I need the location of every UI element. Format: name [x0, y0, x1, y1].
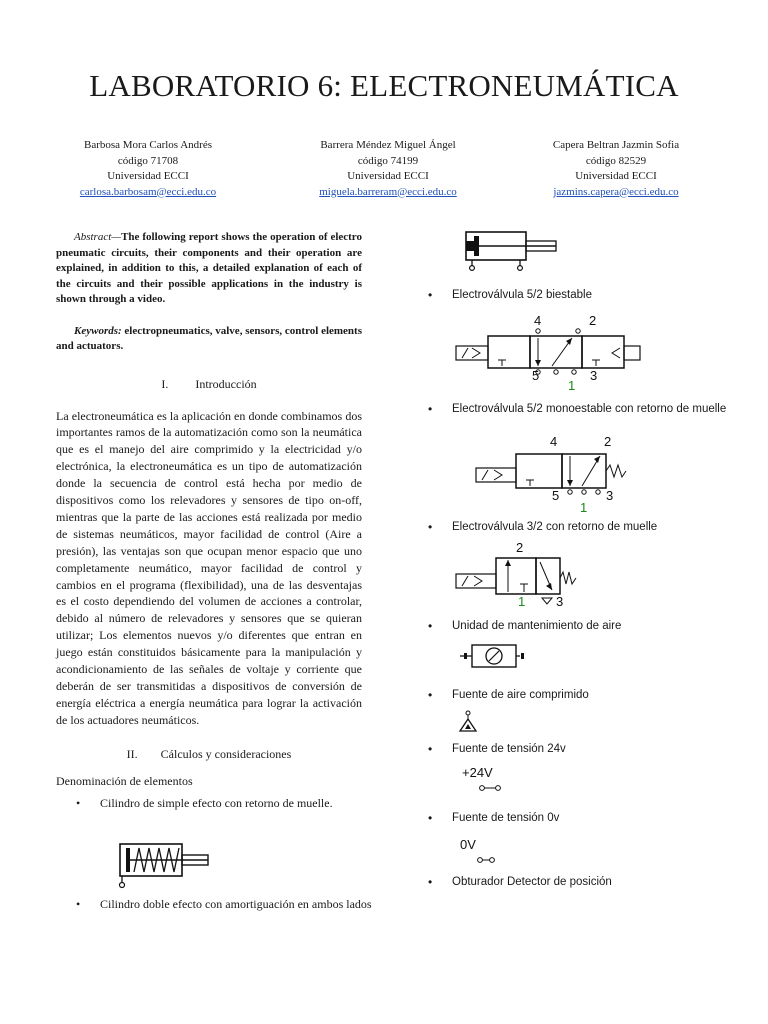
list-item: • Fuente de aire comprimido [428, 687, 742, 703]
author-1 [38, 138, 258, 200]
port-number: 2 [604, 434, 612, 449]
list-item: • Cilindro doble efecto con amortiguación en ambos lados [56, 896, 406, 912]
voltage-label: 0V [460, 837, 476, 852]
author-university: Universidad ECCI [347, 170, 429, 182]
author-name: Barbosa Mora Carlos Andrés [83, 139, 212, 151]
author-2 [278, 138, 498, 200]
abstract-lead: Abstract— [74, 231, 122, 243]
author-university: Universidad ECCI [107, 170, 189, 182]
port-number: 4 [534, 313, 542, 328]
list-item: • Electroválvula 3/2 con retorno de muelle [428, 519, 742, 535]
author-name: Barrera Méndez Miguel Ángel [320, 139, 456, 151]
port-number: 1 [518, 594, 526, 609]
list-item: • Fuente de tensión 24v [428, 741, 742, 757]
port-number: 3 [556, 594, 564, 609]
list-item: • Cilindro de simple efecto con retorno de muelle. [56, 795, 362, 811]
port-number: 5 [532, 368, 540, 383]
compressed-air-source-icon [456, 710, 480, 734]
port-number: 3 [590, 368, 598, 383]
author-university: Universidad ECCI [575, 170, 657, 182]
abstract [56, 230, 362, 308]
port-number: 2 [516, 540, 524, 555]
paper-title: LABORATORIO 6: ELECTRONEUMÁTICA [89, 68, 679, 103]
double-acting-cylinder-icon [460, 226, 560, 272]
author-code: código 71708 [117, 154, 179, 167]
author-code: código 82529 [585, 154, 647, 167]
solenoid-valve-3-2-icon [452, 540, 582, 612]
section-title: Cálculos y consideraciones [160, 746, 292, 761]
list-item: • Fuente de tensión 0v [428, 810, 742, 826]
author-code: código 74199 [357, 154, 419, 167]
author-email-link[interactable]: miguela.barreram@ecci.edu.co [319, 185, 457, 198]
voltage-label: +24V [462, 765, 493, 780]
list-item: • Electroválvula 5/2 monoestable con retorno de muelle [428, 401, 742, 417]
section-number: II. [126, 746, 138, 761]
keywords-text: electropneumatics, valve, sensors, control elements and actuators. [56, 324, 362, 352]
voltage-source-24v-icon [462, 764, 512, 794]
list-item: • Obturador Detector de posición [428, 874, 742, 890]
author-email-link[interactable]: carlosa.barbosam@ecci.edu.co [79, 185, 217, 198]
section-heading-2 [56, 747, 362, 762]
author-name: Capera Beltran Jazmin Sofia [552, 139, 680, 151]
elements-subheading: Denominación de elementos [56, 773, 193, 788]
voltage-source-0v-icon [460, 834, 510, 864]
abstract-text: The following report shows the operation of electro pneumatic circuits, their components and their operation are explained, in addition to this, a detailed explanation of each of the circuits and their possible applications in the industry is shown through a video. [56, 231, 362, 305]
keywords [56, 324, 362, 355]
port-number: 1 [568, 378, 576, 393]
section-heading-1 [56, 377, 362, 392]
introduction-paragraph: La electroneumática es la aplicación en donde combinamos dos importantes ramos de la automatización como son la neumática que es el manejo del aire comprimido y la electricidad y/o electrónica, la electroneumática es un tipo de automatización donde la secuencia de control está hecha por medio de dispositivos como los relevadores y sensores de tipo on-off, mientras que la parte de las acciones está realizada por medio de sistemas neumáticos, mayor facilidad de control (Aire a presión), las ventajas son que ocupan menor espacio que uno completamente neumático, mayor facilidad de control y cambios en el programa (flexibilidad), una de las desventajas es el costo dependiendo del volumen de acciones a controlar, debido al número de relevadores y sensores que se quieran utilizar; Los elementos nuevos y/o diferentes que entran en juego están constituidos básicamente para la manipulación y acondicionamiento de las señales de voltaje y corriente que deberán de ser transmitidas a dispositivos de conversión de energía eléctrica a energía neumática para lograr la activación de los actuadores neumáticos. [56, 408, 362, 727]
solenoid-valve-5-2-bistable-icon [452, 312, 644, 392]
solenoid-valve-5-2-monostable-icon [472, 430, 632, 514]
author-email-link[interactable]: jazmins.capera@ecci.edu.co [553, 185, 679, 198]
list-item: • Electroválvula 5/2 biestable [428, 287, 742, 303]
left-column [56, 230, 362, 811]
single-acting-cylinder-icon [112, 836, 212, 888]
port-number: 2 [589, 313, 597, 328]
port-number: 5 [552, 488, 560, 503]
port-number: 4 [550, 434, 558, 449]
list-item: • Unidad de mantenimiento de aire [428, 618, 742, 634]
section-number: I. [161, 376, 169, 391]
section-title: Introducción [195, 376, 257, 391]
author-3 [506, 138, 726, 200]
air-service-unit-icon [458, 642, 528, 672]
port-number: 1 [580, 500, 588, 515]
port-number: 3 [606, 488, 614, 503]
keywords-lead: Keywords: [74, 324, 122, 337]
